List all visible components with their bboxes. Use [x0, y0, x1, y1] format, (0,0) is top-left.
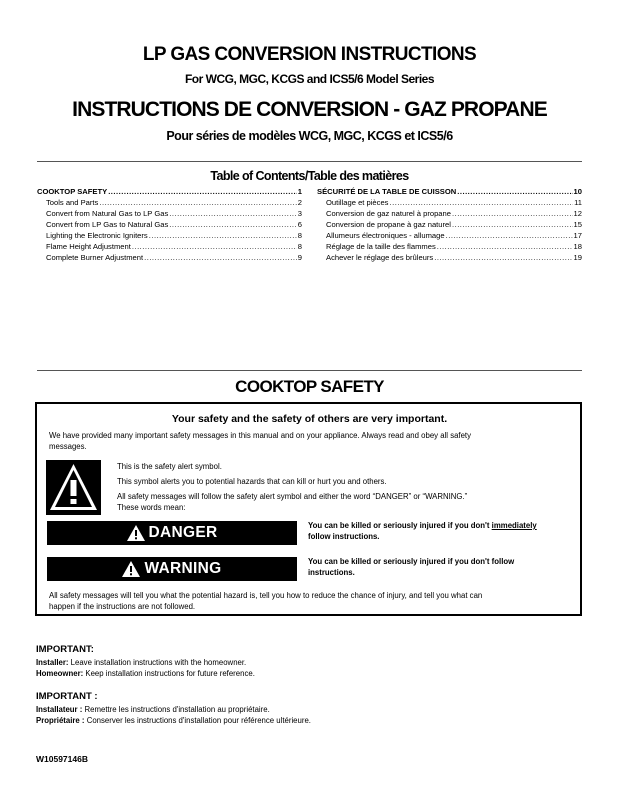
homeowner-text: Keep installation instructions for future reference.: [83, 669, 255, 678]
important-heading-english: IMPORTANT:: [36, 644, 94, 655]
danger-text-emphasis: immediately: [491, 521, 537, 530]
toc-entry[interactable]: [317, 230, 582, 241]
warning-banner: [47, 557, 297, 581]
toc-entry-page: 2: [297, 198, 302, 207]
safety-closing-line: All safety messages will tell you what the potential hazard is, tell you how to reduce the chance of injury, and tell you what can: [49, 591, 483, 600]
safety-intro-line: We have provided many important safety messages in this manual and on your appliance. Always read and obey all safety: [49, 431, 471, 440]
warning-triangle-icon: [122, 561, 140, 577]
important-homeowner-english: [36, 668, 255, 679]
important-heading-french: IMPORTANT :: [36, 691, 98, 702]
toc-entry-label: Achever le réglage des brûleurs: [326, 253, 434, 262]
danger-label: DANGER: [148, 524, 218, 541]
toc-leader: [169, 208, 297, 219]
warning-triangle-icon: [127, 525, 145, 541]
safety-alert-icon: [46, 460, 101, 515]
toc-entry-label: Flame Height Adjustment: [46, 242, 131, 251]
toc-entry-page: 6: [297, 220, 302, 229]
toc-leader: [457, 186, 572, 197]
danger-text: You can be killed or seriously injured if you don't: [308, 521, 492, 530]
toc-entry-label: SÉCURITÉ DE LA TABLE DE CUISSON: [317, 187, 457, 196]
toc-leader: [132, 241, 297, 252]
symbol-text: These words mean:: [117, 503, 186, 512]
toc-entry-label: Allumeurs électroniques - allumage: [326, 231, 445, 240]
toc-entry[interactable]: [317, 219, 582, 230]
important-installer-english: [36, 657, 246, 668]
toc-leader: [452, 219, 573, 230]
toc-title: Table of Contents/Table des matières: [210, 169, 409, 183]
toc-entry[interactable]: [37, 186, 302, 197]
subtitle-english: For WCG, MGC, KCGS and ICS5/6 Model Series: [184, 72, 435, 86]
toc-entry-label: Lighting the Electronic Igniters: [46, 231, 148, 240]
toc-entry-label: Réglage de la taille des flammes: [326, 242, 436, 251]
toc-french: [317, 186, 582, 263]
toc-entry[interactable]: [317, 186, 582, 197]
toc-entry-label: Convert from Natural Gas to LP Gas: [46, 209, 169, 218]
toc-entry[interactable]: [317, 208, 582, 219]
installer-text: Leave installation instructions with the homeowner.: [68, 658, 247, 667]
title-english: LP GAS CONVERSION INSTRUCTIONS: [142, 44, 477, 65]
toc-entry-page: 12: [573, 209, 582, 218]
toc-entry-page: 19: [573, 253, 582, 262]
danger-description: [308, 520, 537, 542]
toc-entry-page: 10: [573, 187, 582, 196]
installer-label: Installer:: [36, 658, 69, 667]
toc-entry-page: 9: [297, 253, 302, 262]
subtitle-french: Pour séries de modèles WCG, MGC, KCGS et ICS5/6: [166, 129, 453, 143]
homeowner-label: Propriétaire :: [36, 716, 85, 725]
toc-entry[interactable]: [37, 219, 302, 230]
toc-entry-label: Convert from LP Gas to Natural Gas: [46, 220, 169, 229]
title-french: INSTRUCTIONS DE CONVERSION - GAZ PROPANE: [72, 98, 547, 121]
toc-entry[interactable]: [37, 241, 302, 252]
danger-banner: [47, 521, 297, 545]
toc-entry[interactable]: [37, 252, 302, 263]
installer-text: Remettre les instructions d'installation au propriétaire.: [82, 705, 270, 714]
installer-label: Installateur :: [36, 705, 83, 714]
symbol-text: This is the safety alert symbol.: [117, 462, 222, 471]
toc-entry-label: Complete Burner Adjustment: [46, 253, 144, 262]
safety-intro-line: messages.: [49, 442, 87, 451]
important-installer-french: [36, 704, 270, 715]
toc-entry-label: Outillage et pièces: [326, 198, 389, 207]
toc-entry[interactable]: [317, 241, 582, 252]
safety-closing-line: happen if the instructions are not followed.: [49, 602, 196, 611]
danger-text: follow instructions.: [308, 532, 380, 541]
section-title: COOKTOP SAFETY: [235, 377, 384, 396]
toc-entry-page: 11: [574, 198, 582, 207]
toc-entry-page: 3: [297, 209, 302, 218]
symbol-text: All safety messages will follow the safety alert symbol and either the word “DANGER” or “WARNING.”: [117, 492, 468, 501]
warning-text: You can be killed or seriously injured if you don't follow: [308, 557, 515, 566]
toc-entry-page: 1: [297, 187, 302, 196]
toc-entry-label: COOKTOP SAFETY: [37, 187, 108, 196]
toc-leader: [169, 219, 297, 230]
divider-top: [37, 161, 582, 162]
toc-entry-label: Tools and Parts: [46, 198, 99, 207]
toc-entry[interactable]: [317, 197, 582, 208]
toc-entry[interactable]: [37, 208, 302, 219]
toc-leader: [99, 197, 296, 208]
toc-leader: [434, 252, 572, 263]
divider-middle: [37, 370, 582, 371]
toc-entry-page: 17: [573, 231, 582, 240]
symbol-text: This symbol alerts you to potential hazards that can kill or hurt you and others.: [117, 477, 387, 486]
warning-text: instructions.: [308, 568, 355, 577]
important-homeowner-french: [36, 715, 311, 726]
warning-label: WARNING: [144, 560, 222, 577]
homeowner-text: Conserver les instructions d'installation pour référence ultérieure.: [84, 716, 311, 725]
toc-leader: [446, 230, 573, 241]
toc-english: [37, 186, 302, 263]
toc-entry-label: Conversion de propane à gaz naturel: [326, 220, 451, 229]
homeowner-label: Homeowner:: [36, 669, 84, 678]
toc-leader: [149, 230, 297, 241]
toc-entry[interactable]: [317, 252, 582, 263]
toc-entry[interactable]: [37, 197, 302, 208]
toc-leader: [452, 208, 573, 219]
toc-entry-page: 8: [297, 242, 302, 251]
toc-entry-page: 18: [573, 242, 582, 251]
toc-entry[interactable]: [37, 230, 302, 241]
toc-entry-page: 8: [297, 231, 302, 240]
toc-leader: [437, 241, 573, 252]
toc-leader: [389, 197, 573, 208]
toc-entry-label: Conversion de gaz naturel à propane: [326, 209, 451, 218]
warning-description: [308, 556, 514, 578]
toc-leader: [144, 252, 297, 263]
toc-leader: [108, 186, 297, 197]
toc-entry-page: 15: [573, 220, 582, 229]
safety-heading: Your safety and the safety of others are very important.: [171, 413, 448, 425]
document-number: W10597146B: [36, 754, 88, 764]
